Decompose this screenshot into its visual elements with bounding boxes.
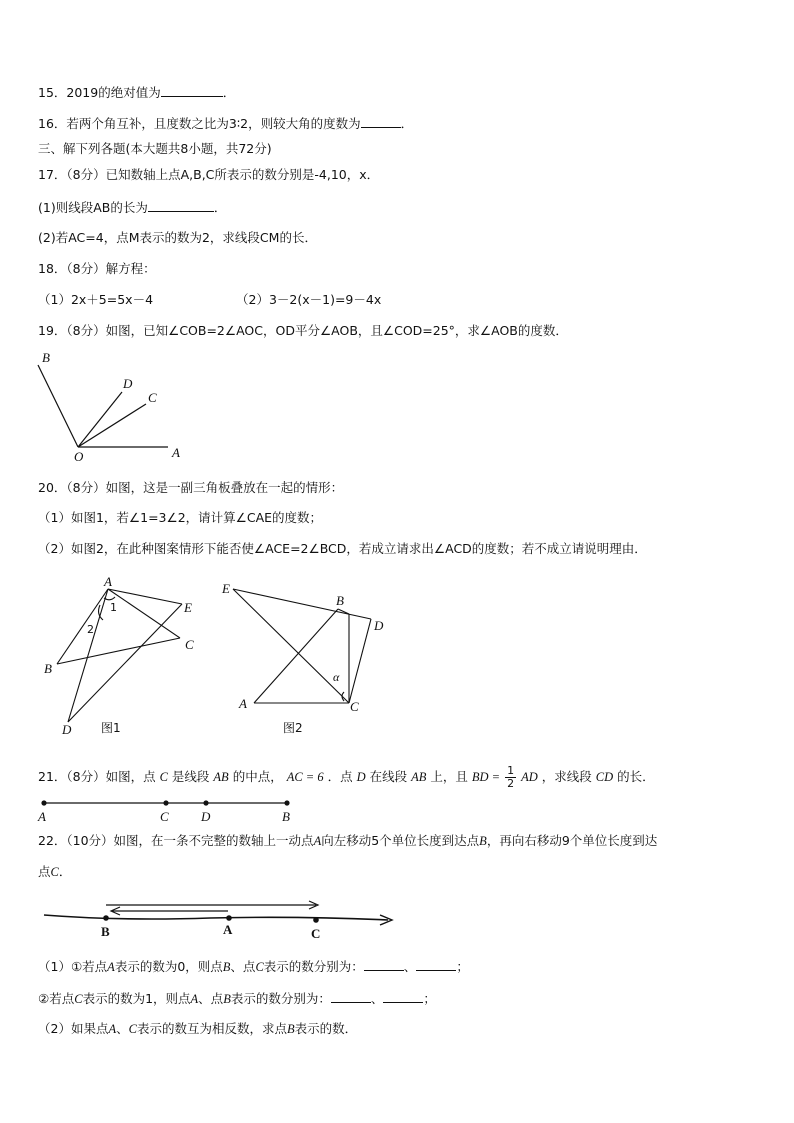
- answer-blank: [416, 958, 456, 971]
- punct: ；: [423, 991, 436, 1006]
- fig2-label-A: A: [239, 696, 247, 711]
- q22-var: B: [223, 992, 231, 1006]
- fig2-label-E: E: [222, 581, 230, 596]
- q18-eq2: （2）3－2(x－1)=9－4x: [236, 292, 382, 307]
- q22-label-C: C: [311, 926, 321, 941]
- section-heading: 三、解下列各题(本大题共8小题，共72分): [38, 141, 272, 156]
- q18-eq1: （1）2x＋5=5x－4: [38, 292, 154, 307]
- fig2-label-D: D: [374, 618, 384, 633]
- fig1-caption: 图1: [101, 721, 121, 735]
- q22-label-A: A: [223, 922, 233, 937]
- fig1-label-A: A: [104, 574, 112, 589]
- q22-text: 表示的数分别为：: [263, 959, 364, 974]
- answer-blank: [364, 958, 404, 971]
- q22-var: C: [255, 960, 264, 974]
- q22-text: （1）①若点: [38, 959, 108, 974]
- q22-part1a: [38, 958, 469, 975]
- q21-text: 21．（8分）如图，点: [38, 769, 156, 784]
- q17-stem: 17．（8分）已知数轴上点A,B,C所表示的数分别是-4,10，x．: [38, 167, 380, 182]
- q21-expr: BD =: [471, 770, 501, 784]
- q21-text: ．点: [327, 769, 353, 784]
- q22-var: B: [286, 1022, 295, 1036]
- q19-label-A: A: [172, 445, 180, 460]
- q21-var: AB: [411, 770, 427, 784]
- q19-label-B: B: [42, 350, 50, 365]
- q22-text: 表示的数．: [294, 1021, 358, 1036]
- q19-stem: 19．（8分）如图，已知∠COB=2∠AOC，OD平分∠AOB，且∠COD=25°，求∠AOB的度数．: [38, 323, 568, 338]
- q21-text: 是线段: [171, 769, 210, 784]
- punct: ；: [456, 959, 469, 974]
- punct: ．: [222, 85, 236, 100]
- q22-var: C: [128, 1022, 137, 1036]
- q21-var: CD: [595, 770, 614, 784]
- q22-text: 点: [38, 864, 51, 879]
- q21-label-C: C: [160, 809, 169, 824]
- q21-var: AB: [213, 770, 229, 784]
- punct: ．: [400, 116, 414, 131]
- q22-part1b: [38, 990, 436, 1007]
- fig1-label-B: B: [44, 661, 52, 676]
- q21-var: AD: [521, 770, 538, 784]
- fig1-angle-2: 2: [87, 623, 94, 636]
- answer-blank: [383, 990, 423, 1003]
- q18-stem: 18．（8分）解方程：: [38, 261, 156, 276]
- q22-text: ，再向右移动9个单位长度到达: [486, 833, 658, 848]
- q22-var: B: [222, 960, 231, 974]
- q22-var: A: [108, 1022, 117, 1036]
- q19-label-C: C: [148, 390, 157, 405]
- q22-text: ．: [58, 864, 72, 879]
- fig2-caption: 图2: [283, 721, 303, 735]
- q21-var: D: [356, 770, 366, 784]
- separator: 、: [403, 959, 417, 974]
- q21-var: C: [159, 770, 168, 784]
- fraction-numerator: 1: [507, 764, 515, 777]
- fig2-label-alpha: α: [333, 670, 340, 684]
- q19-label-D: D: [123, 376, 133, 391]
- q22-text: 表示的数互为相反数，求点: [136, 1021, 287, 1036]
- q20-part1: （1）如图1，若∠1=3∠2，请计算∠CAE的度数；: [38, 510, 323, 525]
- q22-var: B: [479, 834, 487, 848]
- punct: ．: [213, 200, 227, 215]
- q21-text: 的中点，: [232, 769, 283, 784]
- q20-stem: 20．（8分）如图，这是一副三角板叠放在一起的情形：: [38, 480, 344, 495]
- q22-part2: [38, 1021, 357, 1037]
- separator: 、: [370, 991, 384, 1006]
- q15-text: 15．2019的绝对值为: [38, 85, 161, 100]
- q21-text: 的长．: [617, 769, 655, 784]
- answer-blank: [331, 990, 371, 1003]
- q22-var: C: [74, 992, 83, 1006]
- q22-text: 、点: [230, 959, 256, 974]
- q16-text: 16．若两个角互补，且度数之比为3∶2，则较大角的度数为: [38, 116, 361, 131]
- q21-label-A: A: [38, 809, 46, 824]
- q21-text: 在线段: [369, 769, 408, 784]
- q22-text: 22．（10分）如图，在一条不完整的数轴上一动点: [38, 833, 314, 848]
- q22-label-B: B: [101, 924, 110, 939]
- q22-text: 表示的数分别为：: [230, 991, 331, 1006]
- q22-var: A: [313, 834, 322, 848]
- q17-part2: (2)若AC=4，点M表示的数为2，求线段CM的长．: [38, 230, 317, 245]
- q21-label-D: D: [201, 809, 211, 824]
- fig1-angle-1: 1: [110, 601, 117, 614]
- q21-label-B: B: [282, 809, 290, 824]
- q22-var: A: [107, 960, 115, 974]
- q20-part2: （2）如图2，在此种图案情形下能否使∠ACE=2∠BCD，若成立请求出∠ACD的度数；若不成立请说明理由．: [38, 541, 647, 556]
- q22-text: 、: [116, 1021, 129, 1036]
- q21-expr: AC = 6: [286, 770, 324, 784]
- q22-text: 、点: [198, 991, 224, 1006]
- q22-var: C: [50, 865, 59, 879]
- fig1-label-D: D: [62, 722, 72, 737]
- q22-text: ②若点: [38, 991, 75, 1006]
- q22-text: 向左移动5个单位长度到达点: [321, 833, 480, 848]
- fig2-label-C: C: [350, 699, 359, 714]
- q21-text: 上，且: [430, 769, 468, 784]
- q22-text: 表示的数为0，则点: [114, 959, 223, 974]
- fig1-label-C: C: [185, 637, 194, 652]
- q22-text: 表示的数为1，则点: [82, 991, 191, 1006]
- q22-text: （2）如果点: [38, 1021, 109, 1036]
- fraction-denominator: 2: [507, 777, 515, 790]
- q22-var: A: [190, 992, 199, 1006]
- q17-part1-text: (1)则线段AB的长为: [38, 200, 148, 215]
- q19-label-O: O: [74, 449, 84, 464]
- fig2-label-B: B: [336, 593, 344, 608]
- q21-text: ，求线段: [541, 769, 592, 784]
- fig1-label-E: E: [184, 600, 192, 615]
